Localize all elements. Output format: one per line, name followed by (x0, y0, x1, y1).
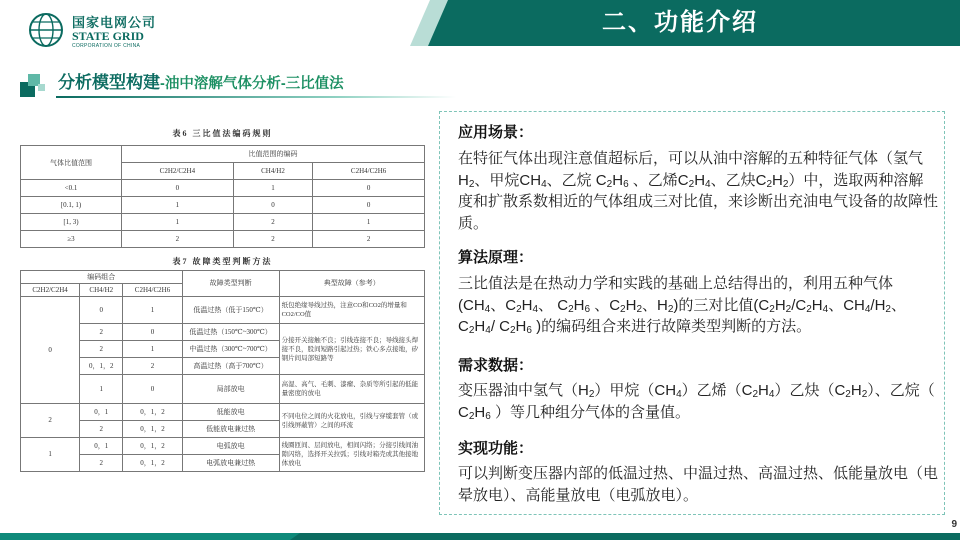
cell: 高温过热（高于700℃） (182, 358, 279, 375)
cell: 2 (122, 231, 234, 248)
text-algorithm: 三比值法是在热动力学和实践的基础上总结得出的，利用五种气体($CH_4$、$C_2H_4$、 $C_2H_6$ 、$C_2H_2$、$H_2$)的三对比值($C_2H_2/C_2H_4$、$CH_4/H_2$、$C_2H_4/$ $C_2H_6$ )的编码组合来进行故障类型判断的方法。 (458, 275, 906, 336)
cell: 纸包绝缘导线过热，注意CO和CO2的增量和CO2/CO值 (279, 297, 424, 324)
table-row (21, 375, 425, 404)
table-row (21, 297, 425, 324)
cell: [1, 3) (21, 214, 122, 231)
heading-data: 需求数据： (458, 357, 534, 374)
table-row (21, 438, 425, 455)
heading-application: 应用场景： (458, 124, 534, 141)
cell: 分接开关接触不良；引线连接不良；导线接头焊接不良，股间短路引起过热；铁心多点接地，矽钢片间局部短路等 (279, 324, 424, 375)
section-title-sub: -油中溶解气体分析-三比值法 (160, 76, 344, 92)
cell: 低温过热（低于150℃） (182, 297, 279, 324)
heading-algorithm: 算法原理： (458, 249, 534, 266)
cell: 0 (313, 197, 425, 214)
cell: 1 (80, 375, 123, 404)
cell: 2 (233, 231, 312, 248)
cell: 0 (21, 297, 80, 404)
table6-group-header: 比值范围的编码 (122, 146, 425, 163)
cell: 0 (123, 375, 182, 404)
table-row (21, 231, 425, 248)
table-row (21, 404, 425, 421)
logo-name-en: STATE GRID (72, 29, 144, 43)
cell: 不同电位之间的火花放电，引线与穿缆套管（或引线屏蔽管）之间的环流 (279, 404, 424, 438)
cell: 低能放电兼过热 (182, 421, 279, 438)
cell: 2 (313, 231, 425, 248)
bottom-bar (0, 533, 960, 540)
scanned-tables (20, 128, 425, 493)
cell: 0，1，2 (123, 438, 182, 455)
cell: [0.1, 1) (21, 197, 122, 214)
table-row (21, 180, 425, 197)
text-application: 在特征气体出现注意值超标后，可以从油中溶解的五种特征气体（氢气$H_2$、甲烷$CH_4$、乙烷 $C_2H_6$ 、乙烯$C_2H_4$、乙炔$C_2H_2$）中，选取两种溶解度和扩散系数相近的气体组成三对比值，来诊断出充油电气设备的故障性质。 (458, 150, 939, 232)
table7-sub-header: CH4/H2 (80, 284, 123, 297)
cell: 0，1，2 (123, 404, 182, 421)
table7-sub-header: C2H2/C2H4 (21, 284, 80, 297)
cell: 中温过热（300℃~700℃） (182, 341, 279, 358)
cell: 0，1，2 (80, 358, 123, 375)
page-title: 二、功能介绍 (602, 9, 758, 36)
cell: 0 (122, 180, 234, 197)
cell: 2 (123, 358, 182, 375)
cell: 1 (313, 214, 425, 231)
cell: 0 (80, 297, 123, 324)
section-title-main: 分析模型构建 (58, 73, 160, 92)
page-number: 9 (951, 519, 957, 530)
cell: 1 (123, 341, 182, 358)
cell: 局部放电 (182, 375, 279, 404)
cell: 1 (123, 297, 182, 324)
cell: <0.1 (21, 180, 122, 197)
section-underline (56, 96, 456, 98)
table6-sub-header: CH4/H2 (233, 163, 312, 180)
cell: ≥3 (21, 231, 122, 248)
section-title (58, 70, 344, 96)
square-blocks-icon (20, 72, 46, 98)
logo-name-en-sub: CORPORATION OF CHINA (72, 43, 141, 49)
cell: 0，1，2 (123, 421, 182, 438)
cell: 0 (123, 324, 182, 341)
cell: 1 (122, 197, 234, 214)
cell: 高湿、高气、毛刺、漆瘤、杂质等所引起的低能量密度的放电 (279, 375, 424, 404)
table7-example-header: 典型故障（参考） (279, 271, 424, 297)
cell: 0，1 (80, 438, 123, 455)
cell: 2 (80, 455, 123, 472)
table7 (20, 270, 425, 472)
table6-sub-header: C2H2/C2H4 (122, 163, 234, 180)
cell: 2 (80, 324, 123, 341)
text-function: 可以判断变压器内部的低温过热、中温过热、高温过热、低能量放电（电晕放电）、高能量放电（电弧放电）。 (458, 465, 939, 504)
table6 (20, 145, 425, 248)
table6-col1-header: 气体比值范围 (21, 146, 122, 180)
logo-name-cn: 国家电网公司 (72, 15, 157, 30)
cell: 低能放电 (182, 404, 279, 421)
table-row (21, 214, 425, 231)
cell: 1 (233, 180, 312, 197)
table-row (21, 197, 425, 214)
cell: 低温过热（150℃~300℃） (182, 324, 279, 341)
table6-sub-header: C2H4/C2H6 (313, 163, 425, 180)
cell: 0，1 (80, 404, 123, 421)
cell: 2 (233, 214, 312, 231)
table-row (21, 324, 425, 341)
cell: 线圈匝间、层间放电，相间闪络；分接引线间油隙闪络，选择开关拉弧；引线对箱壳或其他接地体放电 (279, 438, 424, 472)
cell: 2 (80, 421, 123, 438)
table7-fault-header: 故障类型判断 (182, 271, 279, 297)
text-data: 变压器油中氢气$(H_2)$甲烷$(CH_4)$乙烯$(C_2H_4)$乙炔$(C_2H_2)$、乙烷（ $C_2H_6$ ）等几种组分气体的含量值。 (458, 382, 935, 422)
table7-caption: 表7 故障类型判断方法 (172, 257, 273, 266)
cell: 电弧放电兼过热 (182, 455, 279, 472)
cell: 电弧放电 (182, 438, 279, 455)
heading-function: 实现功能： (458, 440, 534, 457)
table7-group-header: 编码组合 (21, 271, 183, 284)
table6-caption: 表6 三比值法编码规则 (172, 129, 273, 138)
table7-sub-header: C2H4/C2H6 (123, 284, 182, 297)
cell: 1 (122, 214, 234, 231)
cell: 2 (21, 404, 80, 438)
cell: 0 (233, 197, 312, 214)
cell: 0，1，2 (123, 455, 182, 472)
cell: 0 (313, 180, 425, 197)
cell: 1 (21, 438, 80, 472)
cell: 2 (80, 341, 123, 358)
